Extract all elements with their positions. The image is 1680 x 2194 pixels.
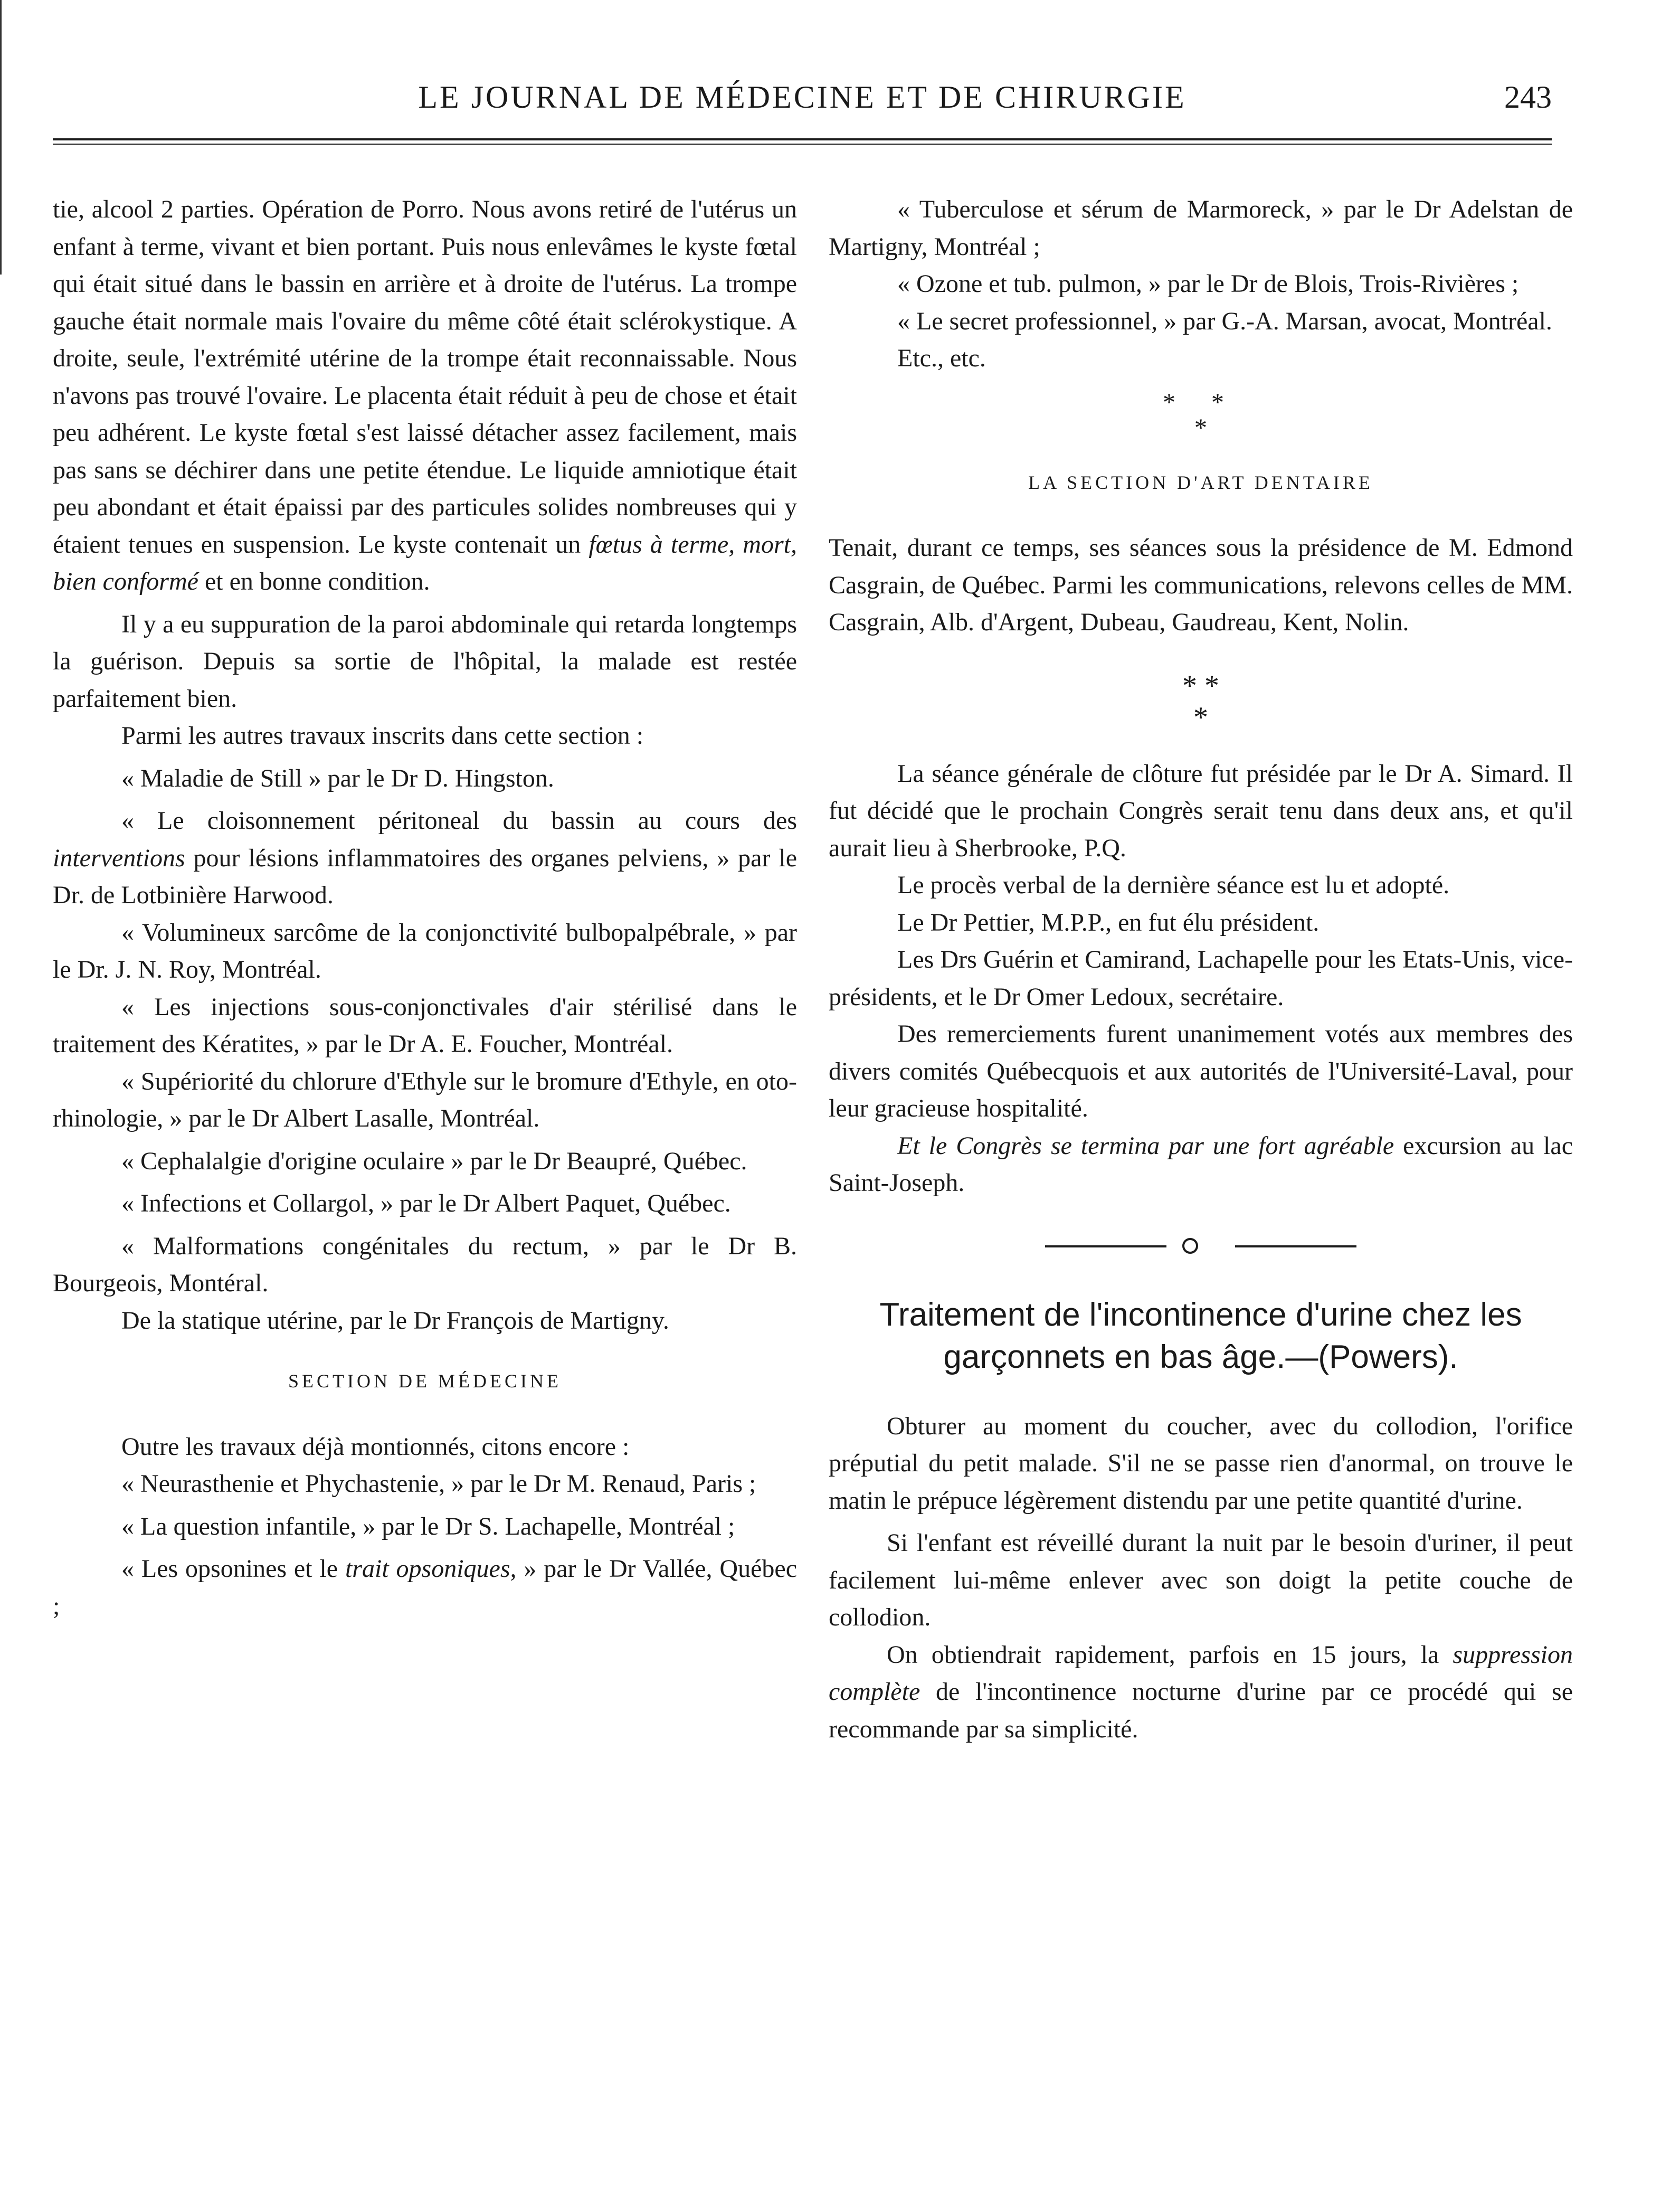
journal-title: LE JOURNAL DE MÉDECINE ET DE CHIRURGIE <box>418 80 1187 115</box>
left-column <box>53 191 797 1625</box>
asterism-bottom: * <box>1194 413 1207 442</box>
paper-opsonines <box>53 1550 797 1625</box>
text-run: et en bonne condition. <box>198 568 430 595</box>
paragraph-etc: Etc., etc. <box>897 344 986 372</box>
section-heading-dentaire: LA SECTION D'ART DENTAIRE <box>1028 471 1373 493</box>
asterism-bottom: * <box>1193 701 1208 734</box>
text-run: de l'incontinence nocturne d'urine par ce procédé qui se recommande par sa simplicité. <box>829 1678 1573 1743</box>
divider-line-right <box>1235 1245 1356 1247</box>
header-rule <box>53 138 1552 145</box>
paragraph-proces-verbal: Le procès verbal de la dernière séance est lu et adopté. <box>897 871 1450 899</box>
paragraph-outre: Outre les travaux déjà montionnés, citons encore : <box>121 1432 630 1461</box>
paper-neurasthenie: « Neurasthenie et Phychastenie, » par le Dr M. Renaud, Paris ; <box>121 1470 756 1498</box>
paper-still: « Maladie de Still » par le Dr D. Hingston. <box>121 764 554 792</box>
paragraph-travaux-intro: Parmi les autres travaux inscrits dans cette section : <box>121 722 644 750</box>
paragraph-president: Le Dr Pettier, M.P.P., en fut élu président. <box>897 908 1320 937</box>
paragraph-dentaire: Tenait, durant ce temps, ses séances sous la présidence de M. Edmond Casgrain, de Québec. Parmi les communications, relevons celles de MM. Casgrain, Alb. d'Argent, Dubeau, Gaudreau, Kent, Nolin. <box>829 534 1573 636</box>
paper-secret: « Le secret professionnel, » par G.-A. Marsan, avocat, Montréal. <box>897 307 1552 335</box>
paragraph-seance-cloture: La séance générale de clôture fut présidée par le Dr A. Simard. Il fut décidé que le prochain Congrès serait tenu dans deux ans, et qu'il aurait lieu à Sherbrooke, P.Q. <box>829 759 1573 862</box>
paragraph-excursion <box>829 1128 1573 1202</box>
italic-run: Et le Congrès se termina par une fort agréable <box>897 1131 1394 1160</box>
paper-malformations: « Malformations congénitales du rectum, » par le Dr B. Bourgeois, Montéral. <box>53 1232 797 1297</box>
text-run: tie, alcool 2 parties. Opération de Porro. Nous avons retiré de l'utérus un enfant à terme, vivant et bien portant. Puis nous enlevâmes le kyste fœtal qui était situé dans le bassin en arrière et à droite de l'utérus. La trompe gauche était normale mais l'ovaire du même côté était sclérokystique. A droite, seule, l'extrémité utérine de la trompe était reconnaissable. Nous n'avons pas trouvé l'ovaire. Le placenta était réduit à peu de chose et était peu adhérent. Le kyste fœtal s'est laissé détacher assez facilement, mais pas sans se déchirer dans une petite étendue. Le liquide amniotique était peu abondant et était épaissi par des particules solides nombreuses qui y étaient tenues en suspension. Le kyste contenait un <box>53 195 797 559</box>
paragraph-porro <box>53 191 797 601</box>
paper-sarcome: « Volumineux sarcôme de la conjonctivité bulbopalpébrale, » par le Dr. J. N. Roy, Montréal. <box>53 918 797 983</box>
italic-run: interventions <box>53 844 185 872</box>
right-column <box>829 191 1573 1748</box>
paper-question-infantile: « La question infantile, » par le Dr S. Lachapelle, Montréal ; <box>121 1512 735 1540</box>
asterism-ornament <box>829 390 1573 441</box>
text-run: excursion au lac Saint-Joseph. <box>829 1131 1573 1197</box>
italic-run: suppression complète <box>829 1640 1573 1706</box>
paragraph-vice-presidents: Les Drs Guérin et Camirand, Lachapelle pour les Etats-Unis, vice-présidents, et le Dr Omer Ledoux, secrétaire. <box>829 945 1573 1011</box>
paper-tuberculose: « Tuberculose et sérum de Marmoreck, » par le Dr Adelstan de Martigny, Montréal ; <box>829 195 1573 261</box>
text-run: « Les opsonines et le <box>121 1555 345 1583</box>
divider-line-left <box>1045 1245 1166 1247</box>
text-run: On obtiendrait rapidement, parfois en 15 jours, la <box>887 1640 1453 1669</box>
divider-circle-icon <box>1182 1238 1198 1254</box>
page-number: 243 <box>1504 80 1552 115</box>
asterism-ornament-2 <box>829 670 1573 733</box>
article-paragraph-2: Si l'enfant est réveillé durant la nuit par le besoin d'uriner, il peut facilement lui-même enlever avec son doigt la petite couche de collodion. <box>829 1529 1573 1631</box>
paragraph-suppuration: Il y a eu suppuration de la paroi abdominale qui retarda longtemps la guérison. Depuis sa sortie de l'hôpital, la malade est restée parfaitement bien. <box>53 610 797 713</box>
page-header <box>53 79 1552 127</box>
paper-ozone: « Ozone et tub. pulmon, » par le Dr de Blois, Trois-Rivières ; <box>897 270 1519 298</box>
scan-edge-mark <box>0 0 7 275</box>
article-paragraph-1: Obturer au moment du coucher, avec du collodion, l'orifice préputial du petit malade. S'il ne se passe rien d'anormal, on trouve le matin le prépuce légèrement distendu par une petite quantité d'urine. <box>829 1412 1573 1515</box>
paragraph-remerciements: Des remerciements furent unanimement votés aux membres des divers comités Québecquois et aux autorités de l'Université-Laval, pour leur gracieuse hospitalité. <box>829 1020 1573 1122</box>
article-title-text: Traitement de l'incontinence d'urine chez les garçonnets en bas âge.— <box>879 1296 1522 1375</box>
paper-statique: De la statique utérine, par le Dr François de Martigny. <box>121 1306 669 1335</box>
section-divider <box>829 1236 1573 1257</box>
paper-collargol: « Infections et Collargol, » par le Dr Albert Paquet, Québec. <box>121 1189 731 1217</box>
paper-cephalalgie: « Cephalalgie d'origine oculaire » par le Dr Beaupré, Québec. <box>121 1147 747 1175</box>
article-title <box>829 1294 1573 1378</box>
section-heading-medecine: SECTION DE MÉDECINE <box>288 1370 562 1392</box>
text-run: » par le Dr Vallée, Québec ; <box>53 1555 797 1620</box>
italic-run: fœtus à terme, mort, bien conformé <box>53 530 797 595</box>
text-run: « Le cloisonnement péritoneal du bassin au cours des <box>121 807 797 835</box>
asterism-top: * * <box>1182 669 1219 702</box>
italic-run: trait opsoniques, <box>345 1555 517 1583</box>
paper-chlorure: « Supériorité du chlorure d'Ethyle sur le bromure d'Ethyle, en oto-rhinologie, » par le Dr Albert Lasalle, Montréal. <box>53 1067 797 1132</box>
asterism-top: * * <box>1163 388 1239 417</box>
paper-cloisonnement <box>53 802 797 914</box>
text-run: pour lésions inflammatoires des organes pelviens, » par le Dr. de Lotbinière Harwood. <box>53 844 797 909</box>
article-author: (Powers). <box>1318 1338 1458 1375</box>
paper-injections: « Les injections sous-conjonctivales d'air stérilisé dans le traitement des Kératites, » par le Dr A. E. Foucher, Montréal. <box>53 992 797 1058</box>
article-paragraph-3 <box>829 1637 1573 1748</box>
